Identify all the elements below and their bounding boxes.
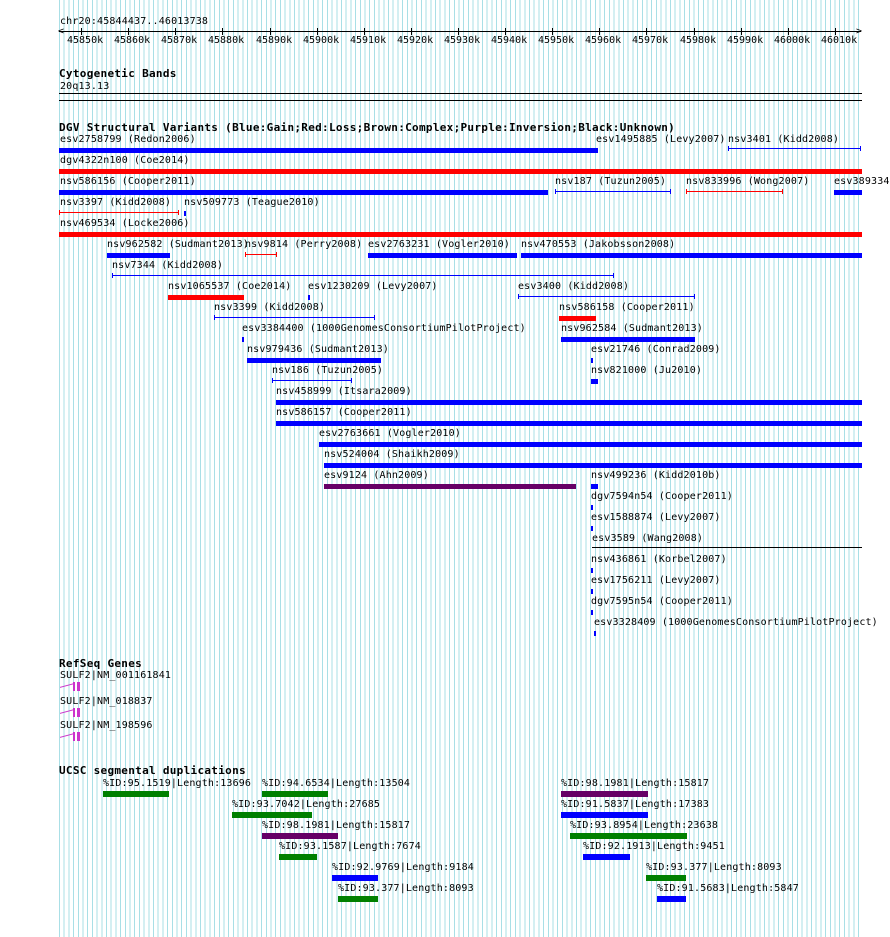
dgv-feature-label[interactable]: esv1230209 (Levy2007) [308,281,438,292]
segdup-feature-bar[interactable] [262,833,338,839]
segdup-feature-bar[interactable] [570,833,687,839]
dgv-feature-bar[interactable] [594,631,596,636]
segdup-feature-label[interactable]: %ID:98.1981|Length:15817 [262,820,411,831]
dgv-feature-bar[interactable] [591,589,593,594]
dgv-feature-label[interactable]: nsv499236 (Kidd2010b) [591,470,721,481]
dgv-feature-label[interactable]: esv389334 [834,176,890,187]
segdup-feature-bar[interactable] [646,875,686,881]
dgv-feature-label[interactable]: esv9124 (Ahn2009) [324,470,429,481]
dgv-feature-label[interactable]: nsv469534 (Locke2006) [60,218,190,229]
dgv-feature-end-tick [351,378,352,383]
refseq-gene-exon[interactable] [73,682,75,691]
segdup-feature-bar[interactable] [561,791,648,797]
dgv-feature-bar[interactable] [272,380,352,381]
dgv-feature-bar[interactable] [555,191,671,192]
refseq-gene-exon[interactable] [73,708,75,717]
dgv-feature-bar[interactable] [242,337,244,342]
dgv-feature-end-tick [782,189,783,194]
dgv-feature-label[interactable]: nsv3397 (Kidd2008) [60,197,172,208]
dgv-feature-bar[interactable] [324,463,862,468]
dgv-feature-bar[interactable] [107,253,170,258]
refseq-track-title[interactable]: RefSeq Genes [59,657,143,670]
dgv-feature-bar[interactable] [591,358,593,363]
dgv-feature-label[interactable]: nsv187 (Tuzun2005) [555,176,667,187]
dgv-feature-label[interactable]: esv3328409 (1000GenomesConsortiumPilotProject) [594,617,878,628]
segdup-feature-label[interactable]: %ID:95.1519|Length:13696 [103,778,252,789]
dgv-feature-label[interactable]: esv21746 (Conrad2009) [591,344,721,355]
dgv-feature-label[interactable]: nsv458999 (Itsara2009) [276,386,412,397]
ruler-tick-label: 45950k [538,35,575,46]
segdup-track-title[interactable]: UCSC segmental duplications [59,764,246,777]
dgv-feature-bar[interactable] [168,295,244,300]
dgv-feature-start-tick [728,146,729,151]
dgv-feature-bar[interactable] [319,442,862,447]
dgv-feature-label[interactable]: nsv833996 (Wong2007) [686,176,810,187]
dgv-feature-bar[interactable] [834,190,862,195]
segdup-feature-bar[interactable] [657,896,686,902]
dgv-feature-start-tick [245,252,246,257]
dgv-feature-bar[interactable] [184,211,186,216]
dgv-feature-bar[interactable] [596,148,598,153]
ruler-tick-mark [835,28,836,35]
ruler-tick-label: 45860k [114,35,151,46]
ruler-tick-label: 45990k [727,35,764,46]
dgv-feature-end-tick [694,294,695,299]
ruler-tick-label: 46000k [774,35,811,46]
dgv-track-title[interactable]: DGV Structural Variants (Blue:Gain;Red:Loss;Brown:Complex;Purple:Inversion;Black:Unknown) [59,121,676,134]
dgv-feature-label[interactable]: esv3400 (Kidd2008) [518,281,630,292]
dgv-feature-label[interactable]: nsv3399 (Kidd2008) [214,302,326,313]
dgv-feature-bar[interactable] [245,254,277,255]
refseq-gene-exon[interactable] [77,732,80,741]
segdup-feature-label[interactable]: %ID:92.1913|Length:9451 [583,841,725,852]
dgv-feature-label[interactable]: nsv586156 (Cooper2011) [60,176,196,187]
dgv-feature-bar[interactable] [112,275,614,276]
dgv-feature-label[interactable]: esv2763661 (Vogler2010) [319,428,461,439]
ruler-tick-mark [175,28,176,35]
dgv-feature-end-tick [613,273,614,278]
dgv-feature-label[interactable]: nsv586157 (Cooper2011) [276,407,412,418]
segdup-feature-bar[interactable] [561,812,648,818]
dgv-feature-label[interactable]: nsv962584 (Sudmant2013) [561,323,703,334]
segdup-feature-label[interactable]: %ID:93.377|Length:8093 [338,883,474,894]
ruler-tick-mark [646,28,647,35]
segdup-feature-label[interactable]: %ID:98.1981|Length:15817 [561,778,710,789]
position-label: chr20:45844437..46013738 [60,16,209,27]
refseq-gene-exon[interactable] [73,732,75,741]
dgv-feature-bar[interactable] [518,296,695,297]
ruler-tick-label: 45980k [680,35,717,46]
dgv-feature-end-tick [276,252,277,257]
ruler-tick-mark [222,28,223,35]
dgv-feature-bar[interactable] [728,148,861,149]
segdup-feature-label[interactable]: %ID:93.7042|Length:27685 [232,799,381,810]
ruler-tick-mark [552,28,553,35]
dgv-feature-bar[interactable] [591,568,593,573]
segdup-feature-bar[interactable] [103,791,169,797]
dgv-feature-start-tick [555,189,556,194]
segdup-feature-bar[interactable] [332,875,378,881]
dgv-feature-label[interactable]: esv1495885 (Levy2007) [596,134,726,145]
dgv-feature-label[interactable]: nsv1065537 (Coe2014) [168,281,292,292]
dgv-feature-label[interactable]: nsv586158 (Cooper2011) [559,302,695,313]
ruler-tick-mark [741,28,742,35]
dgv-feature-label[interactable]: nsv821000 (Ju2010) [591,365,703,376]
ruler-tick-mark [411,28,412,35]
dgv-feature-label[interactable]: nsv3401 (Kidd2008) [728,134,840,145]
segdup-feature-label[interactable]: %ID:91.5683|Length:5847 [657,883,799,894]
ruler-tick-label: 45890k [256,35,293,46]
dgv-feature-label[interactable]: nsv7344 (Kidd2008) [112,260,224,271]
segdup-feature-bar[interactable] [583,854,630,860]
ruler-tick-mark [505,28,506,35]
dgv-feature-label[interactable]: esv1756211 (Levy2007) [591,575,721,586]
dgv-feature-label[interactable]: nsv524004 (Shaikh2009) [324,449,460,460]
dgv-feature-start-tick [214,315,215,320]
dgv-feature-label[interactable]: esv3384400 (1000GenomesConsortiumPilotProject) [242,323,526,334]
dgv-feature-bar[interactable] [247,358,381,363]
ruler-tick-label: 45880k [208,35,245,46]
dgv-feature-start-tick [59,210,60,215]
dgv-feature-bar[interactable] [591,526,593,531]
dgv-feature-start-tick [112,273,113,278]
segdup-feature-label[interactable]: %ID:92.9769|Length:9184 [332,862,474,873]
ruler-tick-mark [128,28,129,35]
segdup-feature-label[interactable]: %ID:91.5837|Length:17383 [561,799,710,810]
ruler-tick-mark [694,28,695,35]
segdup-feature-bar[interactable] [232,812,312,818]
dgv-feature-label[interactable]: esv1588874 (Levy2007) [591,512,721,523]
ruler-tick-mark [599,28,600,35]
segdup-feature-label[interactable]: %ID:93.8954|Length:23638 [570,820,719,831]
dgv-feature-bar[interactable] [521,253,862,258]
dgv-feature-start-tick [686,189,687,194]
dgv-feature-bar[interactable] [368,253,517,258]
ruler-tick-mark [317,28,318,35]
dgv-feature-end-tick [178,210,179,215]
dgv-feature-label[interactable]: nsv509773 (Teague2010) [184,197,320,208]
refseq-gene-intron [60,683,74,688]
ruler-tick-label: 45960k [585,35,622,46]
dgv-feature-label[interactable]: esv2758799 (Redon2006) [60,134,196,145]
dgv-feature-bar[interactable] [591,379,598,384]
dgv-feature-bar[interactable] [59,232,862,237]
refseq-gene-label[interactable]: SULF2|NM_001161841 [60,670,172,681]
dgv-feature-start-tick [272,378,273,383]
refseq-gene-exon[interactable] [77,682,80,691]
dgv-feature-label[interactable]: dgv4322n100 (Coe2014) [60,155,190,166]
dgv-feature-bar[interactable] [559,316,596,321]
ruler-left-arrow: < [58,26,65,37]
dgv-feature-label[interactable]: dgv7595n54 (Cooper2011) [591,596,733,607]
ruler-tick-mark [364,28,365,35]
segdup-feature-bar[interactable] [338,896,378,902]
dgv-feature-bar[interactable] [592,547,862,548]
ruler-tick-label: 45940k [491,35,528,46]
segdup-feature-label[interactable]: %ID:93.377|Length:8093 [646,862,782,873]
dgv-feature-bar[interactable] [59,190,548,195]
dgv-feature-label[interactable]: nsv186 (Tuzun2005) [272,365,384,376]
dgv-feature-bar[interactable] [214,317,375,318]
refseq-gene-exon[interactable] [77,708,80,717]
ruler-tick-label: 45920k [397,35,434,46]
refseq-gene-label[interactable]: SULF2|NM_018837 [60,696,153,707]
ruler-tick-label: 45930k [444,35,481,46]
dgv-feature-bar[interactable] [686,191,783,192]
dgv-feature-label[interactable]: nsv436861 (Korbel2007) [591,554,727,565]
dgv-feature-label[interactable]: esv3589 (Wang2008) [592,533,704,544]
ruler-tick-label: 45970k [632,35,669,46]
cytoband-line-bottom [59,100,862,101]
refseq-gene-intron [60,733,74,738]
segdup-feature-label[interactable]: %ID:94.6534|Length:13504 [262,778,411,789]
ruler-tick-mark [81,28,82,35]
ruler-tick-label: 45870k [161,35,198,46]
dgv-feature-bar[interactable] [561,337,695,342]
dgv-feature-label[interactable]: esv2763231 (Vogler2010) [368,239,510,250]
dgv-feature-bar[interactable] [308,295,310,300]
dgv-feature-label[interactable]: nsv962582 (Sudmant2013) [107,239,249,250]
ruler-tick-mark [270,28,271,35]
refseq-gene-intron [60,709,74,714]
cytoband-label: 20q13.13 [60,81,110,92]
ruler-tick-label: 46010k [821,35,858,46]
dgv-feature-end-tick [670,189,671,194]
dgv-feature-start-tick [518,294,519,299]
ruler-tick-mark [458,28,459,35]
dgv-feature-bar[interactable] [591,610,593,615]
segdup-feature-bar[interactable] [262,791,328,797]
dgv-feature-label[interactable]: dgv7594n54 (Cooper2011) [591,491,733,502]
dgv-feature-end-tick [860,146,861,151]
dgv-feature-bar[interactable] [324,484,576,489]
dgv-feature-end-tick [374,315,375,320]
dgv-feature-label[interactable]: nsv979436 (Sudmant2013) [247,344,389,355]
dgv-feature-bar[interactable] [59,148,596,153]
dgv-feature-label[interactable]: nsv470553 (Jakobsson2008) [521,239,676,250]
cytoband-line-top [59,93,862,94]
ruler-tick-mark [788,28,789,35]
dgv-feature-bar[interactable] [59,169,862,174]
dgv-feature-bar[interactable] [276,400,862,405]
ruler-tick-label: 45900k [303,35,340,46]
ruler-tick-label: 45850k [67,35,104,46]
dgv-feature-bar[interactable] [591,505,593,510]
dgv-feature-bar[interactable] [59,212,179,213]
segdup-feature-label[interactable]: %ID:93.1587|Length:7674 [279,841,421,852]
ruler-tick-label: 45910k [350,35,387,46]
ruler-right-arrow: > [856,26,863,37]
refseq-gene-label[interactable]: SULF2|NM_198596 [60,720,153,731]
dgv-feature-bar[interactable] [591,484,598,489]
segdup-feature-bar[interactable] [279,854,317,860]
dgv-feature-label[interactable]: nsv9814 (Perry2008) [245,239,363,250]
cytoband-track-title[interactable]: Cytogenetic Bands [59,67,177,80]
dgv-feature-bar[interactable] [276,421,862,426]
